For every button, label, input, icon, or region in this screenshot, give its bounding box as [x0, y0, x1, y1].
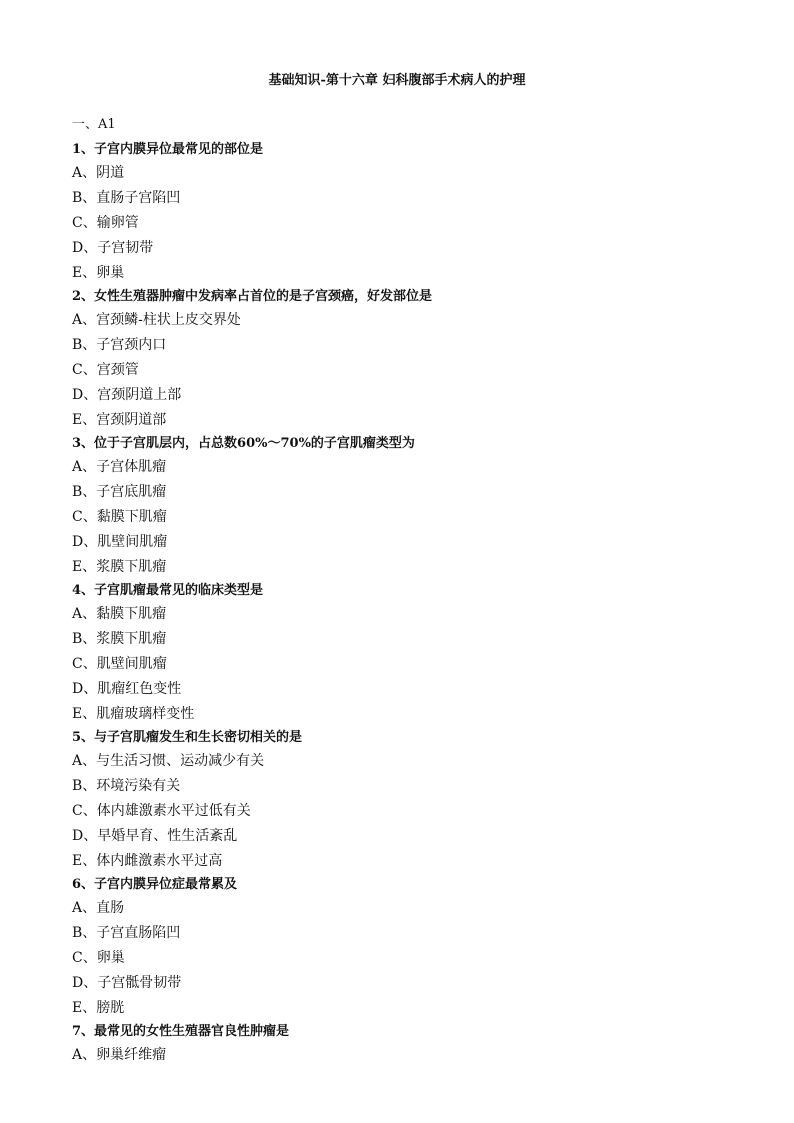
option-d: D、肌壁间肌瘤 [72, 534, 168, 550]
question-3 [72, 433, 732, 580]
option-c: C、体内雄激素水平过低有关 [72, 803, 251, 819]
option-a: A、与生活习惯、运动减少有关 [72, 753, 265, 769]
question-list [72, 115, 732, 1068]
question-1 [72, 139, 732, 286]
question-2 [72, 286, 732, 433]
option-d: D、早婚早育、性生活紊乱 [72, 828, 238, 844]
option-b: B、直肠子宫陷凹 [72, 190, 181, 206]
option-a: A、卵巢纤维瘤 [72, 1047, 167, 1063]
option-d: D、宫颈阴道上部 [72, 387, 182, 403]
question-stem: 1、子宫内膜异位最常见的部位是 [72, 142, 264, 157]
option-b: B、子宫颈内口 [72, 337, 167, 353]
question-4 [72, 580, 732, 727]
option-b: B、子宫底肌瘤 [72, 484, 167, 500]
question-stem: 3、位于子宫肌层内，占总数60%～70%的子宫肌瘤类型为 [72, 436, 415, 451]
option-a: A、直肠 [72, 900, 125, 916]
option-d: D、子宫韧带 [72, 240, 154, 256]
document-title: 基础知识-第十六章 妇科腹部手术病人的护理 [268, 73, 526, 88]
question-stem: 4、子宫肌瘤最常见的临床类型是 [72, 583, 264, 598]
question-stem: 5、与子宫肌瘤发生和生长密切相关的是 [72, 730, 303, 745]
option-d: D、肌瘤红色变性 [72, 681, 182, 697]
option-b: B、环境污染有关 [72, 778, 181, 794]
question-stem: 6、子宫内膜异位症最常累及 [72, 877, 238, 892]
option-e: E、浆膜下肌瘤 [72, 559, 167, 575]
option-c: C、肌壁间肌瘤 [72, 656, 167, 672]
option-a: A、黏膜下肌瘤 [72, 606, 167, 622]
question-7 [72, 1021, 732, 1068]
option-e: E、卵巢 [72, 265, 125, 281]
option-e: E、宫颈阴道部 [72, 412, 167, 428]
option-a: A、子宫体肌瘤 [72, 459, 167, 475]
option-a: A、宫颈鳞-柱状上皮交界处 [72, 312, 241, 328]
option-c: C、黏膜下肌瘤 [72, 509, 167, 525]
option-e: E、膀胱 [72, 1000, 125, 1016]
option-d: D、子宫骶骨韧带 [72, 975, 182, 991]
question-6 [72, 874, 732, 1021]
option-b: B、浆膜下肌瘤 [72, 631, 167, 647]
option-c: C、宫颈管 [72, 362, 139, 378]
section-heading: 一、A1 [72, 117, 116, 132]
option-a: A、阴道 [72, 165, 125, 181]
question-stem: 2、女性生殖器肿瘤中发病率占首位的是子宫颈癌，好发部位是 [72, 289, 433, 304]
option-c: C、卵巢 [72, 950, 125, 966]
question-stem: 7、最常见的女性生殖器官良性肿瘤是 [72, 1024, 290, 1039]
question-5 [72, 727, 732, 874]
option-b: B、子宫直肠陷凹 [72, 925, 181, 941]
option-e: E、肌瘤玻璃样变性 [72, 706, 195, 722]
option-c: C、输卵管 [72, 215, 139, 231]
option-e: E、体内雌激素水平过高 [72, 853, 223, 869]
